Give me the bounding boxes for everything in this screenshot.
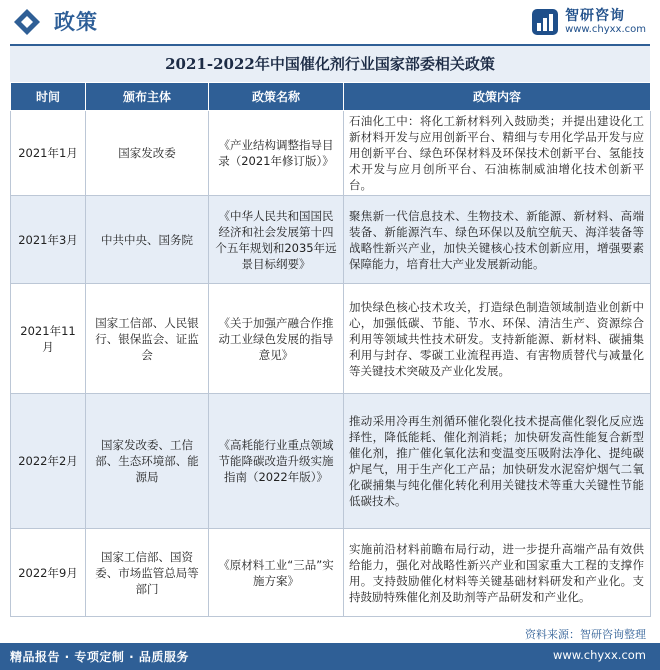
table-header-row (11, 83, 651, 111)
cell-time: 2021年1月 (11, 111, 86, 196)
cell-time: 2021年3月 (11, 196, 86, 284)
footer-bar (0, 643, 660, 670)
section-title: 政策 (54, 10, 98, 34)
cell-name: 《产业结构调整指导目录（2021年修订版）》 (209, 111, 344, 196)
cell-name: 《高耗能行业重点领域节能降碳改造升级实施指南（2022年版）》 (209, 394, 344, 529)
table-row (11, 394, 651, 529)
cell-body: 国家工信部、人民银行、银保监会、证监会 (86, 284, 209, 394)
source-note: 资料来源：智研咨询整理 (525, 628, 646, 641)
cell-content: 加快绿色核心技术攻关，打造绿色制造领域制造业创新中心，加强低碳、节能、节水、环保、清洁生产、资源综合利用等领域共性技术研发。支持新能源、新材料、碳捕集利用与封存、零碳工业流程再造、有害物质替代与减量化等关键技术突破及产业化发展。 (344, 284, 651, 394)
brand-url: www.chyxx.com (565, 24, 646, 35)
document-title: 2021-2022年中国催化剂行业国家部委相关政策 (10, 44, 650, 82)
cell-time: 2021年11月 (11, 284, 86, 394)
header (0, 0, 660, 44)
cell-content: 聚焦新一代信息技术、生物技术、新能源、新材料、高端装备、新能源汽车、绿色环保以及航空航天、海洋装备等战略性新兴产业，加快关键核心技术创新应用，增强要素保障能力，培育壮大产业发展新动能。 (344, 196, 651, 284)
policy-table (10, 82, 651, 617)
cell-content: 石油化工中：将化工新材料列入鼓励类；并提出建设化工新材料开发与应用创新平台、精细与专用化学品开发与应用创新平台、绿色环保材料及环保技术创新平台、氢能技术开发与应月创所平台、石油栋制威油增化技术创新平台。 (344, 111, 651, 196)
cell-time: 2022年2月 (11, 394, 86, 529)
cell-name: 《中华人民共和国国民经济和社会发展第十四个五年规划和2035年远景目标纲要》 (209, 196, 344, 284)
cell-time: 2022年9月 (11, 529, 86, 617)
brand-name: 智研咨询 (565, 8, 626, 24)
diamond-icon (12, 7, 42, 37)
cell-content: 推动采用冷再生剂循环催化裂化技术提高催化裂化反应选择性，降低能耗、催化剂消耗；加快研发高性能复合新型催化剂，推广催化氧化法和变温变压吸附法净化、提纯碳炉尾气，用于生产化工产品；加快研发水泥窑炉烟气二氧化碳捕集与纯化催化转化利用关键技术等重大关键性节能低碳技术。 (344, 394, 651, 529)
cell-name: 《关于加强产融合作推动工业绿色发展的指导意见》 (209, 284, 344, 394)
cell-body: 国家发改委、工信部、生态环境部、能源局 (86, 394, 209, 529)
table-row (11, 196, 651, 284)
cell-body: 中共中央、国务院 (86, 196, 209, 284)
table-row (11, 529, 651, 617)
footer-url: www.chyxx.com (552, 648, 646, 662)
cell-body: 国家工信部、国资委、市场监管总局等部门 (86, 529, 209, 617)
cell-name: 《原材料工业“三品”实施方案》 (209, 529, 344, 617)
column-header-content: 政策内容 (344, 83, 651, 111)
table-row (11, 284, 651, 394)
column-header-name: 政策名称 (209, 83, 344, 111)
table-row (11, 111, 651, 196)
column-header-time: 时间 (11, 83, 86, 111)
brand (531, 5, 646, 39)
brand-logo-icon (531, 8, 559, 36)
cell-content: 实施前沿材料前瞻布局行动，进一步提升高端产品有效供给能力，强化对战略性新兴产业和国家重大工程的支撑作用。支持鼓励催化材料等关键基础材料研发和产业化。支持鼓励特殊催化剂及助剂等产品研发和产业化。 (344, 529, 651, 617)
policy-table-container (10, 44, 650, 617)
column-header-body: 颁布主体 (86, 83, 209, 111)
footer-slogan: 精品报告 · 专项定制 · 品质服务 (10, 650, 189, 664)
cell-body: 国家发改委 (86, 111, 209, 196)
